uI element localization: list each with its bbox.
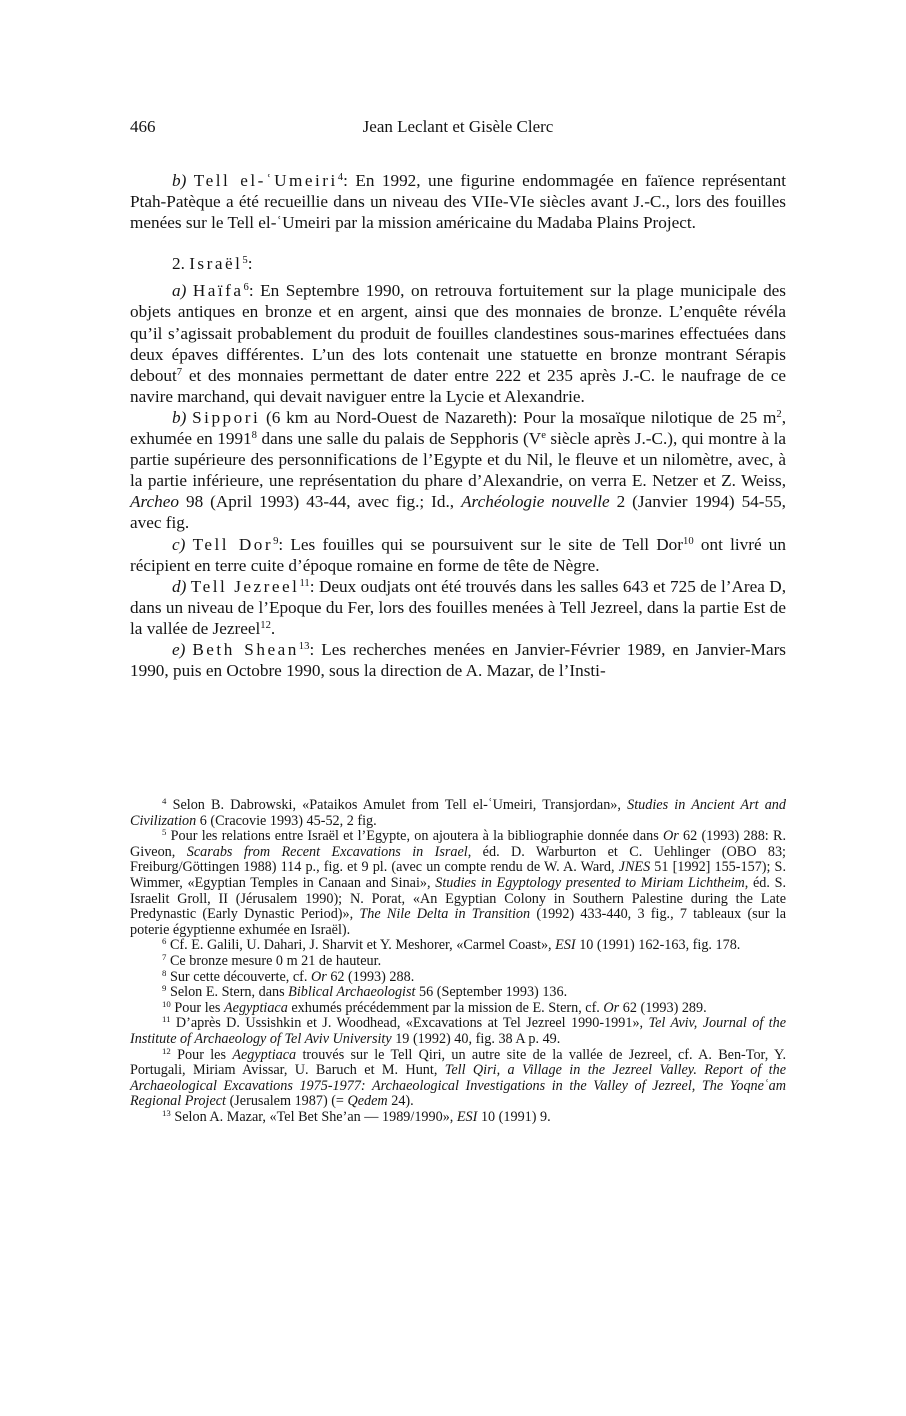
footnote-ref: 13 bbox=[298, 641, 310, 653]
paragraph-beth-shean: e) Beth Shean$^{13}$: Les recherches menées en Janvier-Février 1989, en Janvier-Mars 1990, puis en Octobre 1990, sous la direction de A. Mazar, de l’Insti- bbox=[130, 639, 786, 681]
footnote-4: $^4$ Selon B. Dabrowski, «Pataikos Amulet from Tell el-ʿUmeiri, Transjordan», Studies in Ancient Art and Civilization 6 (Cracovie 1993) 45-52, 2 fig. bbox=[130, 796, 786, 829]
footnote-6: $^6$ Cf. E. Galili, U. Dahari, J. Sharvit et Y. Meshorer, «Carmel Coast», ESI 10 (1991) 162-163, fig. 178. bbox=[162, 936, 741, 954]
footnotes bbox=[130, 798, 786, 1125]
footnote-ref: 6 bbox=[243, 282, 249, 294]
site-name: Tell Jezreel bbox=[190, 576, 300, 596]
main-text bbox=[130, 170, 786, 681]
page-header bbox=[130, 117, 786, 141]
page-number: 466 bbox=[130, 117, 156, 136]
footnote-11: $^{11}$ D’après D. Ussishkin et J. Woodhead, «Excavations at Tel Jezreel 1990-1991», Tel Aviv, Journal of the Institute of Archaeology of Tel Aviv University 19 (1992) 40, fig. 38 A p. 49. bbox=[130, 1014, 786, 1047]
item-label: a) bbox=[172, 281, 187, 301]
footnote-ref: 5 bbox=[242, 255, 248, 267]
footnote-ref: 12 bbox=[260, 620, 271, 632]
site-name: Tell el-ʿUmeiri bbox=[193, 171, 338, 190]
section-number: 2. bbox=[172, 254, 185, 274]
running-title: Jean Leclant et Gisèle Clerc bbox=[362, 117, 554, 136]
item-label: b) bbox=[172, 171, 187, 190]
paragraph-haifa: a) Haïfa$^6$: En Septembre 1990, on retrouva fortuitement sur la plage municipale des objets antiques en bronze et en argent, ainsi que des monnaies de bronze. L’enquête révéla qu’il s’agissait probablement du produit de fouilles clandestines sous-marines effectuées dans deux épaves différentes. L’un des lots contenait une statuette en bronze montrant Sérapis debout$^7$ et des monnaies permettant de dater entre 222 et 235 après J.-C. le naufrage de ce navire marchand, qui devait naviguer entre la Lycie et Alexandrie. bbox=[130, 281, 786, 406]
item-label: b) bbox=[172, 407, 187, 427]
footnote-10: $^{10}$ Pour les Aegyptiaca exhumés précédemment par la mission de E. Stern, cf. Or 62 (1993) 289. bbox=[162, 998, 707, 1016]
site-name: Haïfa bbox=[192, 281, 244, 301]
section-heading-israel: 2. Israël$^5$: bbox=[172, 254, 253, 274]
footnote-9: $^9$ Selon E. Stern, dans Biblical Archaeologist 56 (September 1993) 136. bbox=[162, 983, 568, 1001]
paragraph-sippori: b) Sippori (6 km au Nord-Ouest de Nazareth): Pour la mosaïque nilotique de 25 $m^2$, exhumée en 1991$^8$ dans une salle du palais de Sepphoris (Ve siècle après J.-C.), qui montre à la partie supérieure des personnifications de l’Egypte et du Nil, le fleuve et un nilomètre, avec, à la partie inférieure, une représentation du phare d’Alexandrie, on verra E. Netzer et Z. Weiss, Archeo 98 (April 1993) 43-44, avec fig.; Id., Archéologie nouvelle 2 (Janvier 1994) 54-55, avec fig. bbox=[130, 407, 786, 533]
footnote-ref: 4 bbox=[337, 172, 344, 184]
footnote-13: $^{13}$ Selon A. Mazar, «Tel Bet She’an — 1989/1990», ESI 10 (1991) 9. bbox=[162, 1108, 551, 1125]
site-name: Sippori bbox=[192, 407, 261, 427]
footnote-ref: 9 bbox=[273, 535, 279, 547]
item-label: d) bbox=[172, 576, 187, 596]
paragraph-tell-jezreel: d) Tell Jezreel$^{11}$: Deux oudjats ont été trouvés dans les salles 643 et 725 de l’Area D, dans un niveau de l’Epoque du Fer, lors des fouilles menées à Tell Jezreel, dans la partie Est de la vallée de Jezreel$^{12}$. bbox=[130, 576, 787, 638]
footnote-5: $^5$ Pour les relations entre Israël et l’Egypte, on ajoutera à la bibliographie donnée dans Or 62 (1993) 288: R. Giveon, Scarabs from Recent Excavations in Israel, éd. D. Warburton et C. Uehlinger (OBO 83; Freiburg/Göttingen 1988) 114 p., fig. et 9 pl. (avec un compte rendu de W. A. Ward, JNES 51 [1992] 155-157); S. Wimmer, «Egyptian Temples in Canaan and Sinai», Studies in Egyptology presented to Miriam Lichtheim, éd. S. Israelit Groll, II (Jérusalem 1990); N. Porat, «An Egyptian Colony in Southern Palestine during the Late Predynastic (Early Dynastic Period)», The Nile Delta in Transition (1992) 433-440, 3 fig., 7 tableaux (sur la poterie égyptienne exhumée en Israël). bbox=[130, 827, 786, 938]
footnote-7: $^7$ Ce bronze mesure 0 m 21 de hauteur. bbox=[162, 952, 382, 969]
site-name: Tell Dor bbox=[192, 534, 274, 554]
footnote-12: $^{12}$ Pour les Aegyptiaca trouvés sur le Tell Qiri, un autre site de la vallée de Jezreel, cf. A. Ben-Tor, Y. Portugali, Miriam Avissar, U. Baruch et M. Hunt, Tell Qiri, a Village in the Jezreel Valley. Report of the Archaeological Excavations 1975-1977: Archaeological Investigations in the Valley of Jezreel, The Yoqneʿam Regional Project (Jerusalem 1987) (= Qedem 24). bbox=[130, 1045, 786, 1110]
footnote-ref: 11 bbox=[299, 577, 310, 589]
paragraph-tell-el-umeiri: b) Tell el-ʿUmeiri$^4$: En 1992, une figurine endommagée en faïence représentant Ptah-Patèque a été recueillie dans un niveau des VIIe-VIe siècles avant J.-C., lors des fouilles menées sur le Tell el-ʿUmeiri par la mission américaine du Madaba Plains Project. bbox=[130, 171, 787, 233]
item-label: e) bbox=[172, 639, 186, 659]
item-label: c) bbox=[172, 534, 186, 554]
paragraph-tell-dor: c) Tell Dor$^9$: Les fouilles qui se poursuivent sur le site de Tell Dor$^{10}$ ont livré un récipient en terre cuite d’époque romaine en forme de tête de Nègre. bbox=[130, 534, 786, 575]
footnote-ref: 10 bbox=[682, 535, 694, 547]
footnote-ref: 8 bbox=[251, 430, 257, 442]
section-title: Israël bbox=[189, 254, 243, 274]
site-name: Beth Shean bbox=[192, 639, 299, 659]
footnote-ref: 7 bbox=[176, 366, 183, 378]
footnote-8: $^8$ Sur cette découverte, cf. Or 62 (1993) 288. bbox=[162, 967, 415, 985]
